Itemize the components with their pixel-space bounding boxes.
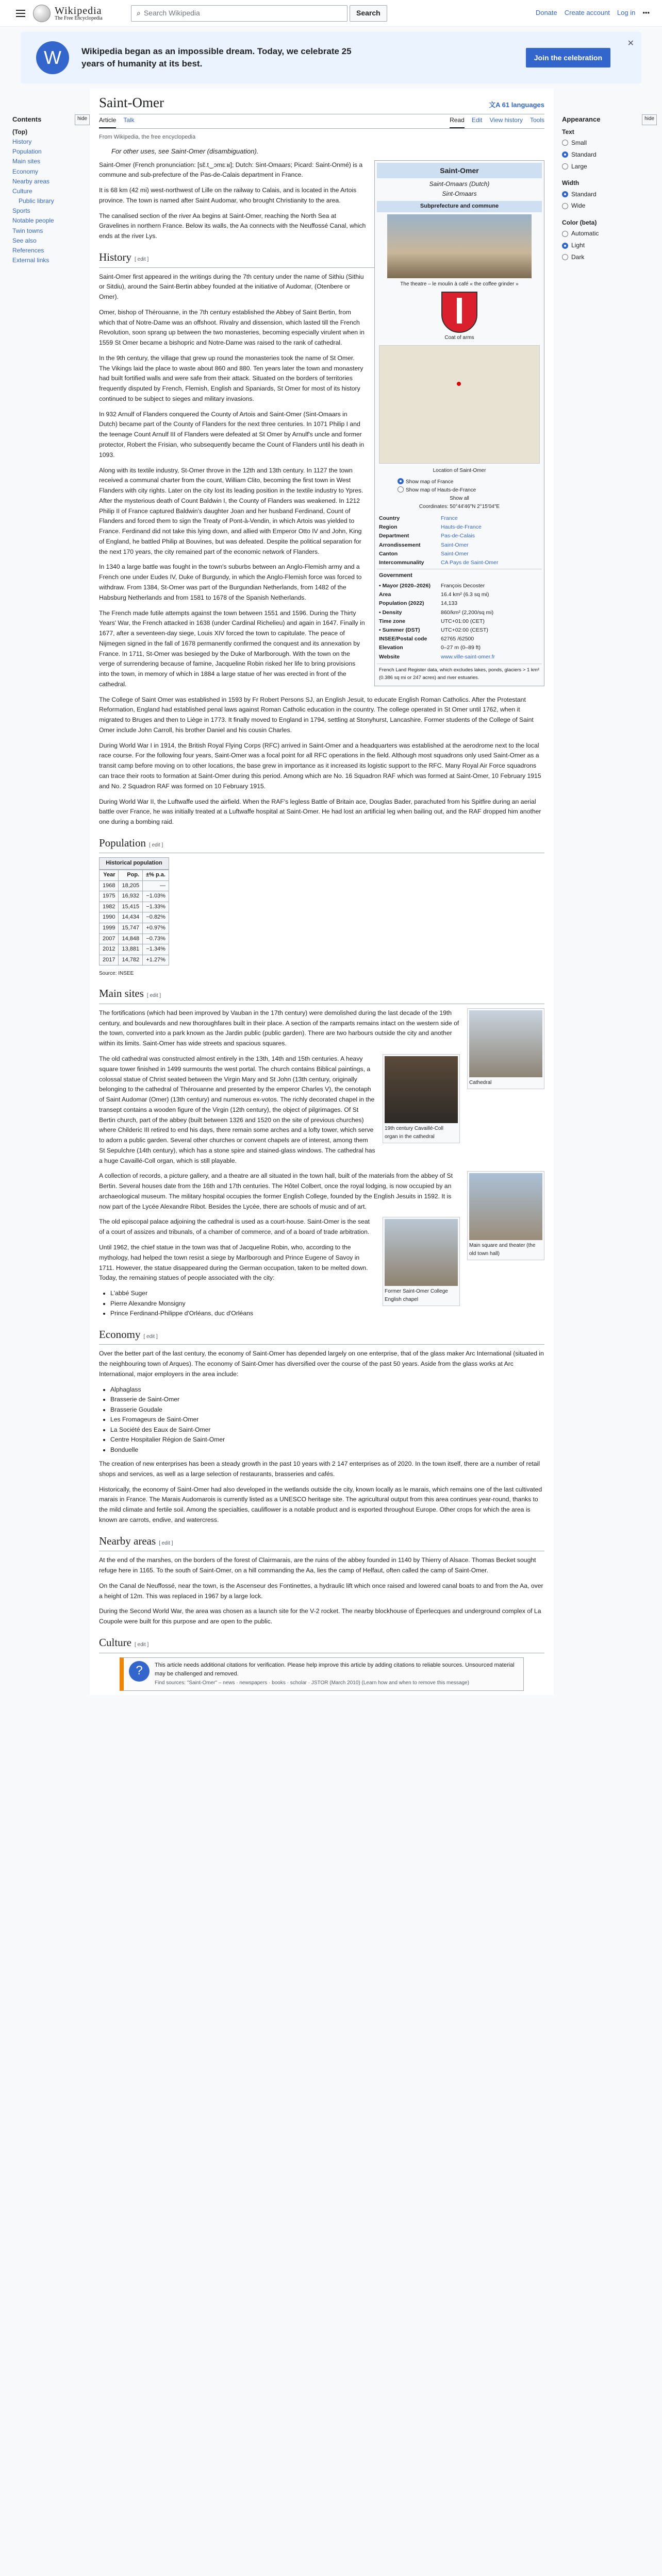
infobox-row bbox=[377, 541, 542, 550]
row-value[interactable]: Pas-de-Calais bbox=[441, 533, 475, 539]
row-label: • Summer (DST) bbox=[379, 626, 420, 633]
history-paragraph: Along with its textile industry, St-Omer throve in the 12th and 13th century. In 1127 the town received a communal charter from the count, William Clito, becoming the first town in West Flanders with city rights. Later on the city lost its leading position in the textile industry to Ypres. After the mysterious death of Count Baldwin I, the County of Flanders was weakened. In 1212 Philip II of France captured Baldwin's daughter Joan and her husband Ferdinand, Count of Flanders and forced them to sign the Treaty of Pont-à-Vendin, in which Artois was yielded to France. Ferdinand did not take this lying down, and allied with Emperor Otto IV and John, King of England, he battled Philip at Bouvines, but was defeated. Despite the political separation for the next 170 years, the city remained part of the economic network of Flanders. bbox=[99, 466, 363, 555]
toc-item[interactable]: Economy bbox=[12, 167, 39, 175]
column-header: ±% p.a. bbox=[143, 870, 169, 881]
toc-item[interactable]: Twin towns bbox=[12, 227, 43, 234]
table-cell: — bbox=[143, 880, 169, 891]
row-label: Canton bbox=[379, 550, 398, 557]
figure-image[interactable] bbox=[469, 1010, 542, 1077]
row-label: Population (2022) bbox=[379, 600, 424, 607]
edit-section-link[interactable]: [ edit ] bbox=[135, 256, 149, 262]
row-value: 860/km² (2,200/sq mi) bbox=[441, 609, 494, 616]
radio-icon bbox=[562, 231, 568, 237]
page-title: Saint-Omer bbox=[99, 95, 164, 110]
row-value: François Decoster bbox=[441, 582, 485, 589]
color-group bbox=[562, 218, 657, 263]
close-icon[interactable]: ✕ bbox=[627, 39, 634, 48]
heading-text: Main sites bbox=[99, 987, 144, 1000]
row-label: Region bbox=[379, 524, 398, 531]
figure-image[interactable] bbox=[469, 1173, 542, 1240]
tab-talk[interactable]: Talk bbox=[123, 116, 135, 124]
more-icon[interactable]: ••• bbox=[642, 9, 650, 17]
group-label: Width bbox=[562, 179, 580, 187]
option-label: Light bbox=[571, 242, 585, 249]
row-value[interactable]: France bbox=[441, 515, 458, 521]
map-option-france[interactable] bbox=[398, 478, 521, 486]
summer-row bbox=[377, 626, 542, 635]
table-cell: −1.03% bbox=[143, 891, 169, 902]
row-value[interactable]: Hauts-de-France bbox=[441, 524, 482, 531]
row-label: Time zone bbox=[379, 618, 406, 624]
appearance-hide-button[interactable]: hide bbox=[642, 114, 657, 125]
table-cell: −1.33% bbox=[143, 902, 169, 912]
infobox-row bbox=[377, 532, 542, 540]
row-value: 14,133 bbox=[441, 600, 458, 607]
economy-paragraph: The creation of new enterprises has been a steady growth in the past 10 years with 2 147 enterprises as of 2020. In the town itself, there are a number of retail shops and services, as well as a large selection of restaurants, brasseries and cafés. bbox=[99, 1460, 540, 1478]
wikipedia-logo[interactable] bbox=[33, 5, 121, 22]
list-item[interactable]: • Brasserie de Saint-Omer bbox=[110, 1395, 544, 1405]
row-label: Elevation bbox=[379, 645, 403, 651]
table-cell: 16,932 bbox=[119, 891, 143, 902]
theatre-photo[interactable] bbox=[387, 214, 532, 278]
mayor-row bbox=[377, 582, 542, 590]
population-table bbox=[99, 857, 169, 965]
main-sites-paragraph: A collection of records, a picture gallery, and a theatre are all situated in the town hall, built of the materials from the abbey of St Bertin. Several houses date from the 16th and 17th centuries. The Hôtel Colbert, once the royal lodging, is now occupied by an archaeological museum. The military hospital occupies the former English College, founded by the English Jesuits in 1592. It is now part of the Lycée Alexandre Ribot. Besides the Lycée, there are schools of music and of art. bbox=[99, 1172, 453, 1210]
table-cell: 1990 bbox=[100, 912, 119, 923]
banner-text: Wikipedia began as an impossible dream. Today, we celebrate 25 years of humanity at its best. bbox=[81, 46, 352, 69]
figure bbox=[383, 1217, 460, 1306]
list-item[interactable]: • La Société des Eaux de Saint-Omer bbox=[110, 1425, 544, 1435]
heading-culture bbox=[99, 1634, 544, 1653]
history-paragraph: During World War II, the Luftwaffe used the airfield. When the RAF's legless Battle of Britain ace, Douglas Bader, parachuted from his Spitfire during an aerial battle over France, he was initially treated at a Luftwaffe hospital at Saint-Omer. He had lost an artificial leg when bailing out, and the RAF dropped him another one during a bombing raid. bbox=[99, 798, 541, 826]
table-row bbox=[100, 891, 169, 902]
article bbox=[90, 89, 554, 1695]
map-options bbox=[377, 478, 542, 503]
figure-caption: Former Saint-Omer College English chapel bbox=[385, 1289, 448, 1303]
question-icon: ? bbox=[129, 1661, 150, 1682]
figure-image[interactable] bbox=[385, 1056, 458, 1123]
radio-icon bbox=[398, 486, 404, 493]
history-paragraph: In 1340 a large battle was fought in the town's suburbs between an Anglo-Flemish army and a French one under Eudes IV, Duke of Burgundy, in which the Anglo-Flemish force was forced to withdraw. From 1384, St-Omer was part of the Burgundian Netherlands, from 1482 of the Habsburg Netherlands and from 1581 to 1678 of the Spanish Netherlands. bbox=[99, 563, 362, 601]
table-cell: 14,848 bbox=[119, 934, 143, 944]
appearance-header bbox=[562, 114, 657, 125]
group-label: Text bbox=[562, 128, 574, 135]
figure bbox=[383, 1054, 460, 1143]
table-row bbox=[100, 902, 169, 912]
figure bbox=[467, 1008, 544, 1089]
table-caption: Historical population bbox=[99, 857, 169, 870]
toc-item[interactable]: Nearby areas bbox=[12, 177, 50, 185]
hatnote: For other uses, see Saint-Omer (disambiguation). bbox=[111, 147, 259, 155]
heading-main-sites bbox=[99, 985, 544, 1004]
history-paragraph: Saint-Omer first appeared in the writings during the 7th century under the name of Sithiu (Sithiu or Sitdiu), around the Saint-Bertin abbey founded at the initiative of Audomar, (Otenbere or Omer). bbox=[99, 273, 364, 301]
tagline-from: From Wikipedia, the free encyclopedia bbox=[99, 134, 196, 141]
row-value: 16.4 km² (6.3 sq mi) bbox=[441, 591, 489, 598]
table-cell: 14,434 bbox=[119, 912, 143, 923]
infobox-row bbox=[377, 550, 542, 558]
option-small[interactable] bbox=[562, 137, 657, 149]
figure-caption: 19th century Cavaillé-Coll organ in the cathedral bbox=[385, 1126, 443, 1140]
main-sites-paragraph: The old cathedral was constructed almost entirely in the 13th, 14th and 15th centuries. A heavy square tower finished in 1499 surmounts the west portal. The church contains Biblical paintings, a colossal statue of Christ seated between the Virgin Mary and St John (13th century, originally belonging to the cathedral of Thérouanne and presented by the emperor Charles V), the cenotaph of Saint Audomar (Omer) (13th century) and numerous ex-votos. The richly decorated chapel in the transept contains a wooden figure of the Virgin (12th century), the object of pilgrimages. Of St Bertin church, part of the abbey (built between 1326 and 1520 on the site of previous churches) where Childeric III retired to end his days, there remain some arches and a lofty tower, which serve to adorn a public garden. Several other churches or convent chapels are of interest, among them St Sepulchre (14th century), which has a stone spire and stained-glass windows. The cathedral has a huge Cavaillé-Coll organ, which is still playable. bbox=[99, 1055, 375, 1164]
column-header: Year bbox=[100, 870, 119, 881]
map-caption: Location of Saint-Omer bbox=[433, 467, 486, 473]
search-placeholder: Search Wikipedia bbox=[143, 9, 200, 18]
puzzle-globe-icon: W bbox=[36, 41, 69, 74]
history-paragraph: The French made futile attempts against the town between 1551 and 1596. During the Thirty Years' War, the French attacked in 1638 (under Cardinal Richelieu) and again in 1647. Finally in 1677, after a seventeen-day siege, Louis XIV forced the town to capitulate. The peace of Nijmegen signed in the fall of 1678 permanently confirmed the conquest and its annexation by France. In 1711, St-Omer was besieged by the Duke of Marlborough. With the town on the verge of surrendering because of famine, Jacqueline Robin risked her life to bring provisions into the town, in memory of which in 1884 a large statue of her was erected in front of the cathedral. bbox=[99, 609, 365, 688]
wordmark-text: Wikipedia bbox=[55, 5, 102, 16]
employer-list bbox=[99, 1385, 544, 1455]
main-sites-paragraph: The fortifications (which had been improved by Vauban in the 17th century) were demolished during the last decade of the 19th century, and boulevards and new thoroughfares built in their place. A section of the ramparts remains intact on the western side of the town, converted into a park known as the Jardin public (public garden). There are two harbours outside the city and another within its limits. Saint-Omer has wide streets and spacious squares. bbox=[99, 1009, 459, 1047]
toc-item[interactable]: Main sites bbox=[12, 158, 41, 165]
row-label: Area bbox=[379, 591, 391, 598]
table-cell: 1999 bbox=[100, 923, 119, 934]
list-item[interactable]: • Brasserie Goudale bbox=[110, 1405, 544, 1415]
language-count: 61 languages bbox=[502, 101, 544, 109]
infobox bbox=[374, 160, 544, 687]
map-show-all[interactable]: Show all bbox=[450, 495, 469, 501]
table-cell: 1975 bbox=[100, 891, 119, 902]
table-cell: 2012 bbox=[100, 944, 119, 955]
login-link[interactable]: Log in bbox=[617, 9, 636, 17]
radio-icon bbox=[562, 191, 568, 197]
infobox-category: Subprefecture and commune bbox=[377, 201, 542, 212]
create-account-link[interactable]: Create account bbox=[564, 9, 610, 17]
toc-item[interactable]: Sports bbox=[12, 207, 30, 215]
heading-nearby bbox=[99, 1533, 544, 1552]
list-item[interactable]: • Alphaglass bbox=[110, 1385, 544, 1395]
edit-section-link[interactable]: [ edit ] bbox=[135, 1641, 149, 1648]
figure-caption: Cathedral bbox=[469, 1079, 492, 1086]
table-row bbox=[100, 944, 169, 955]
radio-icon bbox=[398, 478, 404, 484]
infobox-title: Saint-Omer bbox=[377, 163, 542, 178]
option-light[interactable] bbox=[562, 240, 657, 251]
intro-paragraph: Saint-Omer (French pronunciation: [sɛ̃.t‿ɔmɛːʁ]; Dutch: Sint-Omaars; Picard: Saint-Onmé) is a commune and sub-prefecture of the Pas-de-Calais department in France. bbox=[99, 161, 363, 179]
wordmark bbox=[55, 6, 103, 21]
toc-header bbox=[12, 114, 90, 125]
list-item[interactable]: • Bonduelle bbox=[110, 1445, 544, 1455]
table-row bbox=[100, 923, 169, 934]
location-map[interactable] bbox=[379, 345, 540, 464]
timezone-row bbox=[377, 617, 542, 626]
table-cell: −1.34% bbox=[143, 944, 169, 955]
list-item[interactable]: • Les Fromageurs de Saint-Omer bbox=[110, 1415, 544, 1425]
nearby-paragraph: During the Second World War, the area was chosen as a launch site for the V-2 rocket. The nearby blockhouse of Éperlecques and underground complex of La Coupole were built for this purpose and are open to the public. bbox=[99, 1607, 541, 1625]
history-paragraph: In the 9th century, the village that grew up round the monasteries took the name of St Omer. The Vikings laid the place to waste about 860 and 880. Ten years later the town and monastery had built fortified walls and were safe from their attack. Situated on the borders of territories frequently disputed by French, Flemish, English and Spaniards, St Omer for most of its history continued to be subject to sieges and military invasions. bbox=[99, 354, 363, 402]
toc-item[interactable]: (Top) bbox=[12, 128, 28, 135]
citation-notice bbox=[120, 1657, 524, 1691]
tab-article[interactable]: Article bbox=[99, 115, 116, 128]
table-of-contents bbox=[12, 89, 90, 1695]
figure bbox=[467, 1171, 544, 1260]
table-cell: 13,881 bbox=[119, 944, 143, 955]
donate-link[interactable]: Donate bbox=[535, 9, 557, 17]
fundraising-banner bbox=[21, 32, 641, 83]
history-paragraph: During World War I in 1914, the British Royal Flying Corps (RFC) arrived in Saint-Omer and a headquarters was established at the aerodrome next to the local race course. For the following four years, Saint-Omer was a focal point for all RFC operations in the field. Although most squadrons only used Saint-Omer as a transit camp before moving on to other locations, the base grew in importance as it increased its logistic support to the RFC. Many Royal Air Force squadrons can trace their roots to formation at Saint-Omer during this period. Among which are No. 16 Squadron RAF which was formed at Saint-Omer, 10 February 1915 and No. 2 Squadron RAF was formed on 10 February 1915. bbox=[99, 741, 541, 790]
search-input[interactable] bbox=[131, 5, 347, 22]
figure-image[interactable] bbox=[385, 1219, 458, 1286]
table-row bbox=[100, 880, 169, 891]
heading-text: Population bbox=[99, 836, 146, 849]
tab-read[interactable]: Read bbox=[450, 115, 465, 128]
table-cell: 2007 bbox=[100, 934, 119, 944]
option-wide[interactable] bbox=[562, 200, 657, 212]
text-size-group bbox=[562, 127, 657, 173]
row-value[interactable]: CA Pays de Saint-Omer bbox=[441, 560, 499, 566]
intro-paragraph: The canalised section of the river Aa begins at Saint-Omer, reaching the North Sea at Gravelines in northern France. Below its walls, the Aa connects with the Neuffossé Canal, which ends at the river Lys. bbox=[99, 212, 366, 240]
heading-text: History bbox=[99, 250, 131, 263]
table-cell: −0.73% bbox=[143, 934, 169, 944]
group-label: Color (beta) bbox=[562, 219, 597, 227]
nearby-paragraph: At the end of the marshes, on the borders of the forest of Clairmarais, are the ruins of the abbey founded in 1140 by Thierry of Alsace. Thomas Becket sought refuge here in 1165. To the south of Saint-Omer, on a hill commanding the Aa, lies the camp of Helfaut, often called the camp of Saint-Omer. bbox=[99, 1556, 536, 1574]
row-value: UTC+02:00 (CEST) bbox=[441, 626, 488, 633]
option-label: Large bbox=[571, 162, 587, 170]
row-value: 62765 /62500 bbox=[441, 636, 474, 642]
population-source: Source: INSEE bbox=[99, 971, 134, 977]
infobox-subtitle2: Sint-Omaars bbox=[442, 190, 477, 198]
radio-icon bbox=[562, 203, 568, 209]
heading-economy bbox=[99, 1326, 544, 1345]
row-label: Intercommunality bbox=[379, 560, 424, 566]
search-button[interactable]: Search bbox=[350, 5, 387, 22]
insee-row bbox=[377, 635, 542, 643]
row-label: INSEE/Postal code bbox=[379, 636, 427, 642]
row-value[interactable]: Saint-Omer bbox=[441, 541, 469, 548]
toc-item[interactable]: Culture bbox=[12, 187, 32, 195]
radio-icon bbox=[562, 163, 568, 170]
elevation-row bbox=[377, 643, 542, 652]
heading-population bbox=[99, 835, 544, 854]
toc-item[interactable]: Population bbox=[12, 148, 42, 156]
toc-item[interactable]: References bbox=[12, 247, 44, 255]
banner-cta-button[interactable]: Join the celebration bbox=[526, 48, 610, 67]
table-row bbox=[100, 955, 169, 965]
edit-section-link[interactable]: [ edit ] bbox=[159, 1540, 173, 1546]
width-group bbox=[562, 178, 657, 212]
globe-icon bbox=[33, 5, 51, 22]
heading-text: Nearby areas bbox=[99, 1534, 156, 1547]
option-standard[interactable] bbox=[562, 149, 657, 161]
list-item[interactable]: • Centre Hospitalier Région de Saint-Omer bbox=[110, 1435, 544, 1445]
history-paragraph: Omer, bishop of Thérouanne, in the 7th century established the Abbey of Saint Bertin, from which that of Notre-Dame was an offshoot. Rivalry and dissension, which lasted till the French Revolution, soon sprang up between the two monasteries, becoming especially virulent when in 1559 St Omer became a bishopric and Notre-Dame was raised to the rank of cathedral. bbox=[99, 308, 365, 347]
toc-item[interactable]: See also bbox=[12, 236, 37, 244]
row-label: • Mayor (2020–2026) bbox=[379, 582, 431, 589]
history-paragraph: In 932 Arnulf of Flanders conquered the County of Artois and Saint-Omer (Sint-Omaars in Dutch) became part of the County of Flanders for the next three centuries. In 1071 Philip I and the teenage Count Arnulf III of Flanders were defeated at St Omer by Arnulf's uncle and former protector, Robert the Frisian, who subsequently became the Count of Flanders until his death in 1093. bbox=[99, 410, 365, 459]
website-link[interactable]: www.ville-saint-omer.fr bbox=[441, 653, 495, 660]
table-cell: +1.27% bbox=[143, 955, 169, 965]
list-item[interactable]: • Pierre Alexandre Monsigny bbox=[110, 1299, 544, 1309]
row-value[interactable]: Saint-Omer bbox=[441, 550, 469, 557]
notice-text: This article needs additional citations for verification. Please help improve this article by adding citations to reliable sources. Unsourced material may be challenged and removed. bbox=[155, 1662, 515, 1677]
notice-find-sources[interactable]: Find sources: "Saint-Omer" – news · newspapers · books · scholar · JSTOR (March 2010) (Learn how and when to remove this message) bbox=[155, 1680, 469, 1686]
table-row bbox=[100, 934, 169, 944]
location-marker bbox=[457, 382, 461, 386]
toc-item[interactable]: External links bbox=[12, 257, 49, 264]
table-cell: 18,205 bbox=[119, 880, 143, 891]
intro-paragraph: It is 68 km (42 mi) west-northwest of Lille on the railway to Calais, and is located in the Artois province. The town is named after Saint Audomar, who brought Christianity to the area. bbox=[99, 187, 357, 204]
economy-paragraph: Over the better part of the last century, the economy of Saint-Omer has depended largely on one enterprise, that of the glass maker Arc International (situated in the neighbouring town of Arques). The economy of Saint-Omer has diversified over the course of the past 50 years. Aside from the glass works at Arc International, major employers in the area include: bbox=[99, 1350, 544, 1378]
option-automatic[interactable] bbox=[562, 228, 657, 240]
toc-item[interactable]: History bbox=[12, 138, 32, 145]
table-cell: 15,415 bbox=[119, 902, 143, 912]
row-label: Department bbox=[379, 533, 409, 539]
page-tabs bbox=[99, 114, 544, 129]
appearance-panel bbox=[554, 89, 657, 1695]
option-label: Dark bbox=[571, 253, 585, 261]
heading-text: Culture bbox=[99, 1636, 131, 1649]
radio-icon bbox=[562, 243, 568, 249]
economy-paragraph: Historically, the economy of Saint-Omer had also developed in the wetlands outside the city, known locally as le marais, which remains one of the last cultivated marais in France. The Marais Audomarois is currently listed as a UNESCO heritage site. The agricultural output from this area continues year-round, thanks to the mild climate and fertile soil. Among the specialties, cauliflower is a notable product and is exported throughout Europe. Other crops for which the area is known are carrots, endive, and watercress. bbox=[99, 1485, 542, 1523]
row-label: • Density bbox=[379, 609, 402, 616]
row-value: 0–27 m (0–89 ft) bbox=[441, 645, 481, 651]
table-row bbox=[100, 912, 169, 923]
radio-icon bbox=[562, 254, 568, 260]
option-label: Small bbox=[571, 139, 587, 146]
row-value: UTC+01:00 (CET) bbox=[441, 618, 485, 624]
toc-item[interactable]: Public library bbox=[19, 197, 54, 205]
coa-caption: Coat of arms bbox=[444, 334, 474, 341]
toc-item[interactable]: Notable people bbox=[12, 217, 54, 225]
map-option-region[interactable] bbox=[398, 486, 521, 495]
gov-head: Government bbox=[377, 569, 542, 582]
main-sites-paragraph: Until 1962, the chief statue in the town was that of Jacqueline Robin, who, according to the mythology, had helped the town resist a siege by Marlborough and Prince Eugene of Savoy in 1711. However, the statue disappeared during the German occupation, taken to be melted down. Today, the remaining statues of people associated with the city: bbox=[99, 1244, 368, 1282]
radio-icon bbox=[562, 140, 568, 146]
infobox-row bbox=[377, 523, 542, 532]
figure-caption: Main square and theater (the old town hall) bbox=[469, 1243, 536, 1257]
site-header bbox=[0, 0, 662, 27]
toc-title: Contents bbox=[12, 115, 42, 123]
tab-history[interactable]: View history bbox=[489, 116, 523, 124]
map-option-label: Show map of Hauts-de-France bbox=[406, 487, 476, 493]
table-cell: +0.97% bbox=[143, 923, 169, 934]
table-cell: 2017 bbox=[100, 955, 119, 965]
table-cell: 14,782 bbox=[119, 955, 143, 965]
option-label: Standard bbox=[571, 150, 597, 158]
infobox-footnote: French Land Register data, which excludes lakes, ponds, glaciers > 1 km² (0.386 sq mi or 247 acres) and river estuaries. bbox=[377, 664, 542, 684]
main-sites-paragraph: The old episcopal palace adjoining the cathedral is used as a court-house. Saint-Omer is the seat of a court of assizes and tribunals, of a chamber of commerce, and of a board of trade arbitration. bbox=[99, 1218, 370, 1236]
search-icon: ⌕ bbox=[137, 9, 141, 18]
row-label: Website bbox=[379, 653, 400, 660]
appearance-title: Appearance bbox=[562, 115, 601, 123]
radio-icon bbox=[562, 151, 568, 158]
option-label: Standard bbox=[571, 190, 597, 198]
table-cell: 1982 bbox=[100, 902, 119, 912]
table-cell: 15,747 bbox=[119, 923, 143, 934]
infobox-row bbox=[377, 514, 542, 523]
edit-section-link[interactable]: [ edit ] bbox=[149, 842, 163, 848]
table-cell: 1968 bbox=[100, 880, 119, 891]
history-paragraph: The College of Saint Omer was established in 1593 by Fr Robert Persons SJ, an English Jesuit, to educate English Roman Catholics. After the Protestant Reformation, England had established penal laws against Roman Catholic education in the country. The college operated in St Omer until 1762, when it migrated to Bruges and then to Liège in 1773. It finally moved to England in 1794, settling at Stonyhurst, Lancashire. Former students of the College of Saint Omer include John Carroll, his brother Daniel and his cousin Charles. bbox=[99, 696, 534, 734]
map-option-label: Show map of France bbox=[406, 479, 454, 485]
row-label: Country bbox=[379, 515, 400, 521]
statue-list bbox=[99, 1289, 544, 1319]
main-menu-button[interactable] bbox=[12, 5, 29, 22]
tab-tools[interactable]: Tools bbox=[529, 116, 544, 124]
toc-hide-button[interactable]: hide bbox=[75, 114, 90, 125]
option-standard[interactable] bbox=[562, 189, 657, 200]
tagline: The Free Encyclopedia bbox=[55, 15, 103, 21]
table-cell: −0.82% bbox=[143, 912, 169, 923]
list-item[interactable]: • Prince Ferdinand-Philippe d'Orléans, duc d'Orléans bbox=[110, 1309, 544, 1319]
option-label: Automatic bbox=[571, 230, 599, 238]
infobox-coords[interactable]: Coordinates: 50°44′46″N 2°15′04″E bbox=[419, 503, 500, 510]
infobox-subtitle-text: Saint-Omaars (Dutch) bbox=[429, 180, 490, 188]
population-row bbox=[377, 599, 542, 608]
list-item[interactable]: • L'abbé Suger bbox=[110, 1289, 544, 1299]
heading-text: Economy bbox=[99, 1328, 141, 1341]
edit-section-link[interactable]: [ edit ] bbox=[143, 1333, 158, 1340]
website-row bbox=[377, 653, 542, 662]
infobox-row bbox=[377, 558, 542, 567]
theatre-caption: The theatre – le moulin à café « the coffee grinder » bbox=[400, 281, 519, 287]
option-label: Wide bbox=[571, 202, 586, 210]
density-row bbox=[377, 608, 542, 617]
row-label: Arrondissement bbox=[379, 541, 421, 548]
tab-edit[interactable]: Edit bbox=[471, 116, 483, 124]
option-large[interactable] bbox=[562, 161, 657, 173]
coat-of-arms-image[interactable] bbox=[441, 292, 477, 333]
area-row bbox=[377, 590, 542, 599]
nearby-paragraph: On the Canal de Neuffossé, near the town, is the Ascenseur des Fontinettes, a hydraulic lift which once raised and lowered canal boats to and from the Aa, over a height of 12m. This was replaced in 1967 by a large lock. bbox=[99, 1582, 543, 1600]
infobox-subtitle bbox=[377, 178, 542, 201]
column-header: Pop. bbox=[119, 870, 143, 881]
option-dark[interactable] bbox=[562, 251, 657, 263]
language-button[interactable]: 文A 61 languages bbox=[489, 101, 544, 109]
edit-section-link[interactable]: [ edit ] bbox=[146, 993, 161, 999]
